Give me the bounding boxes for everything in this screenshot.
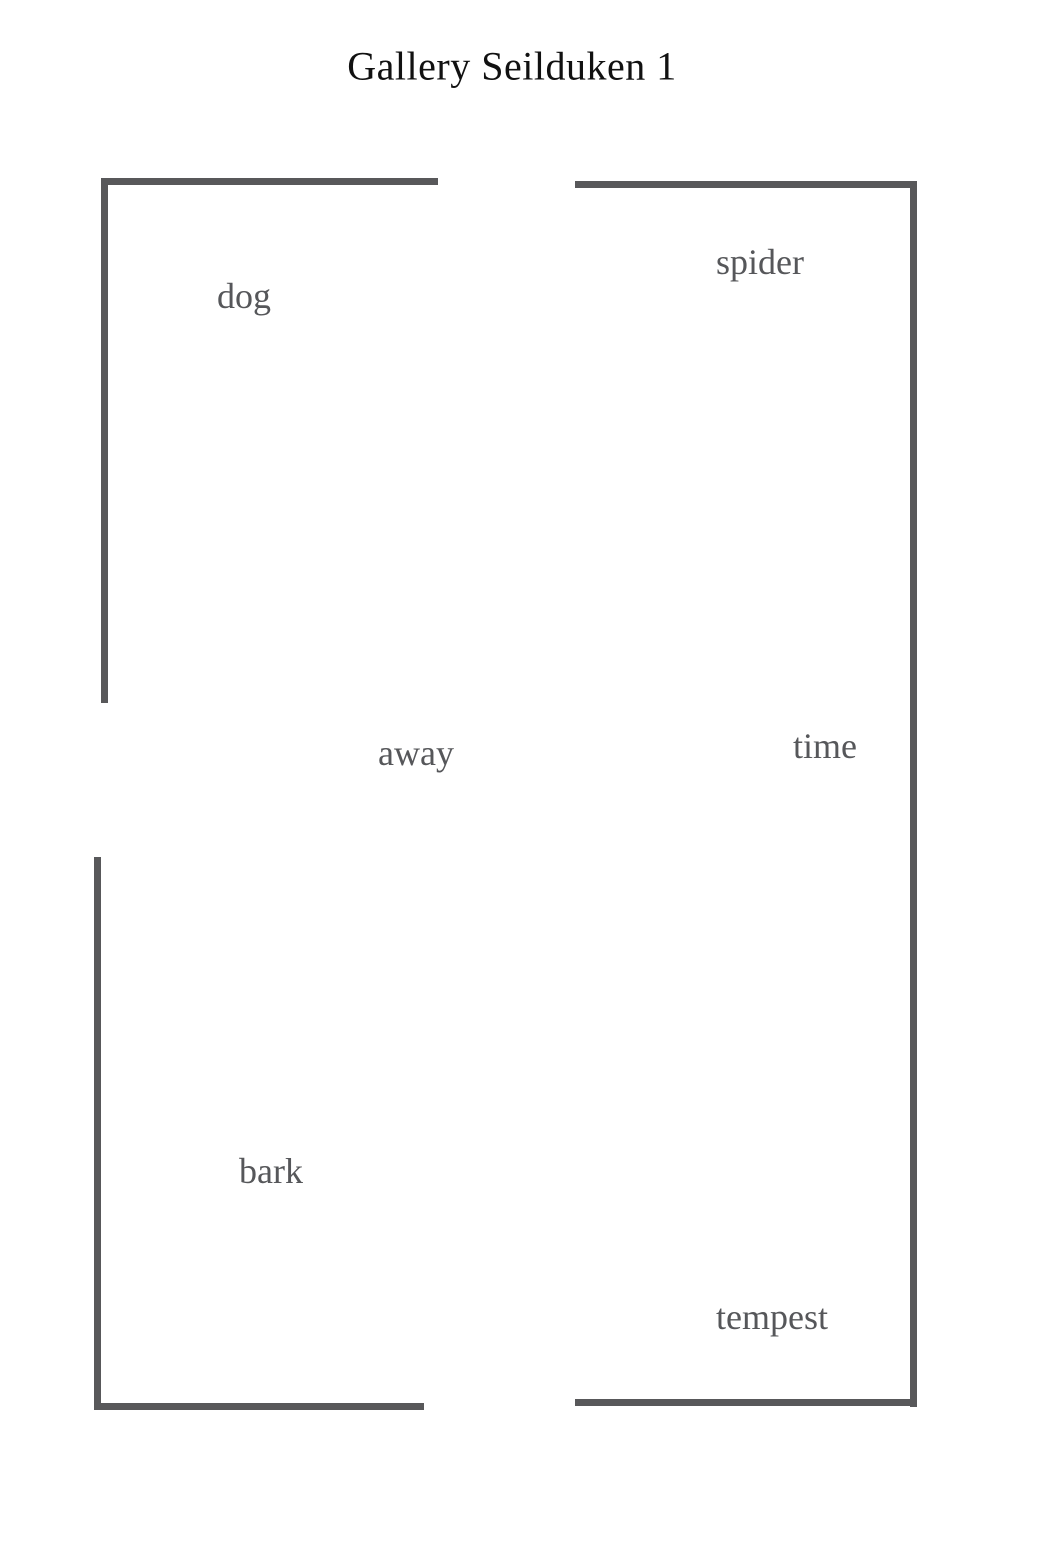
room-label-bark: bark bbox=[239, 1151, 303, 1191]
room-label-time: time bbox=[793, 726, 857, 766]
wall-bottom-right bbox=[575, 1399, 917, 1406]
wall-top-right bbox=[575, 181, 917, 188]
room-label-tempest: tempest bbox=[716, 1297, 828, 1337]
wall-left-lower bbox=[94, 857, 101, 1410]
room-label-spider: spider bbox=[716, 242, 804, 282]
wall-left-upper bbox=[101, 178, 108, 703]
wall-top-left bbox=[102, 178, 438, 185]
wall-bottom-left bbox=[94, 1403, 424, 1410]
page-title: Gallery Seilduken 1 bbox=[347, 43, 677, 89]
room-label-dog: dog bbox=[217, 276, 271, 316]
wall-right bbox=[910, 181, 917, 1407]
room-label-away: away bbox=[378, 733, 454, 773]
